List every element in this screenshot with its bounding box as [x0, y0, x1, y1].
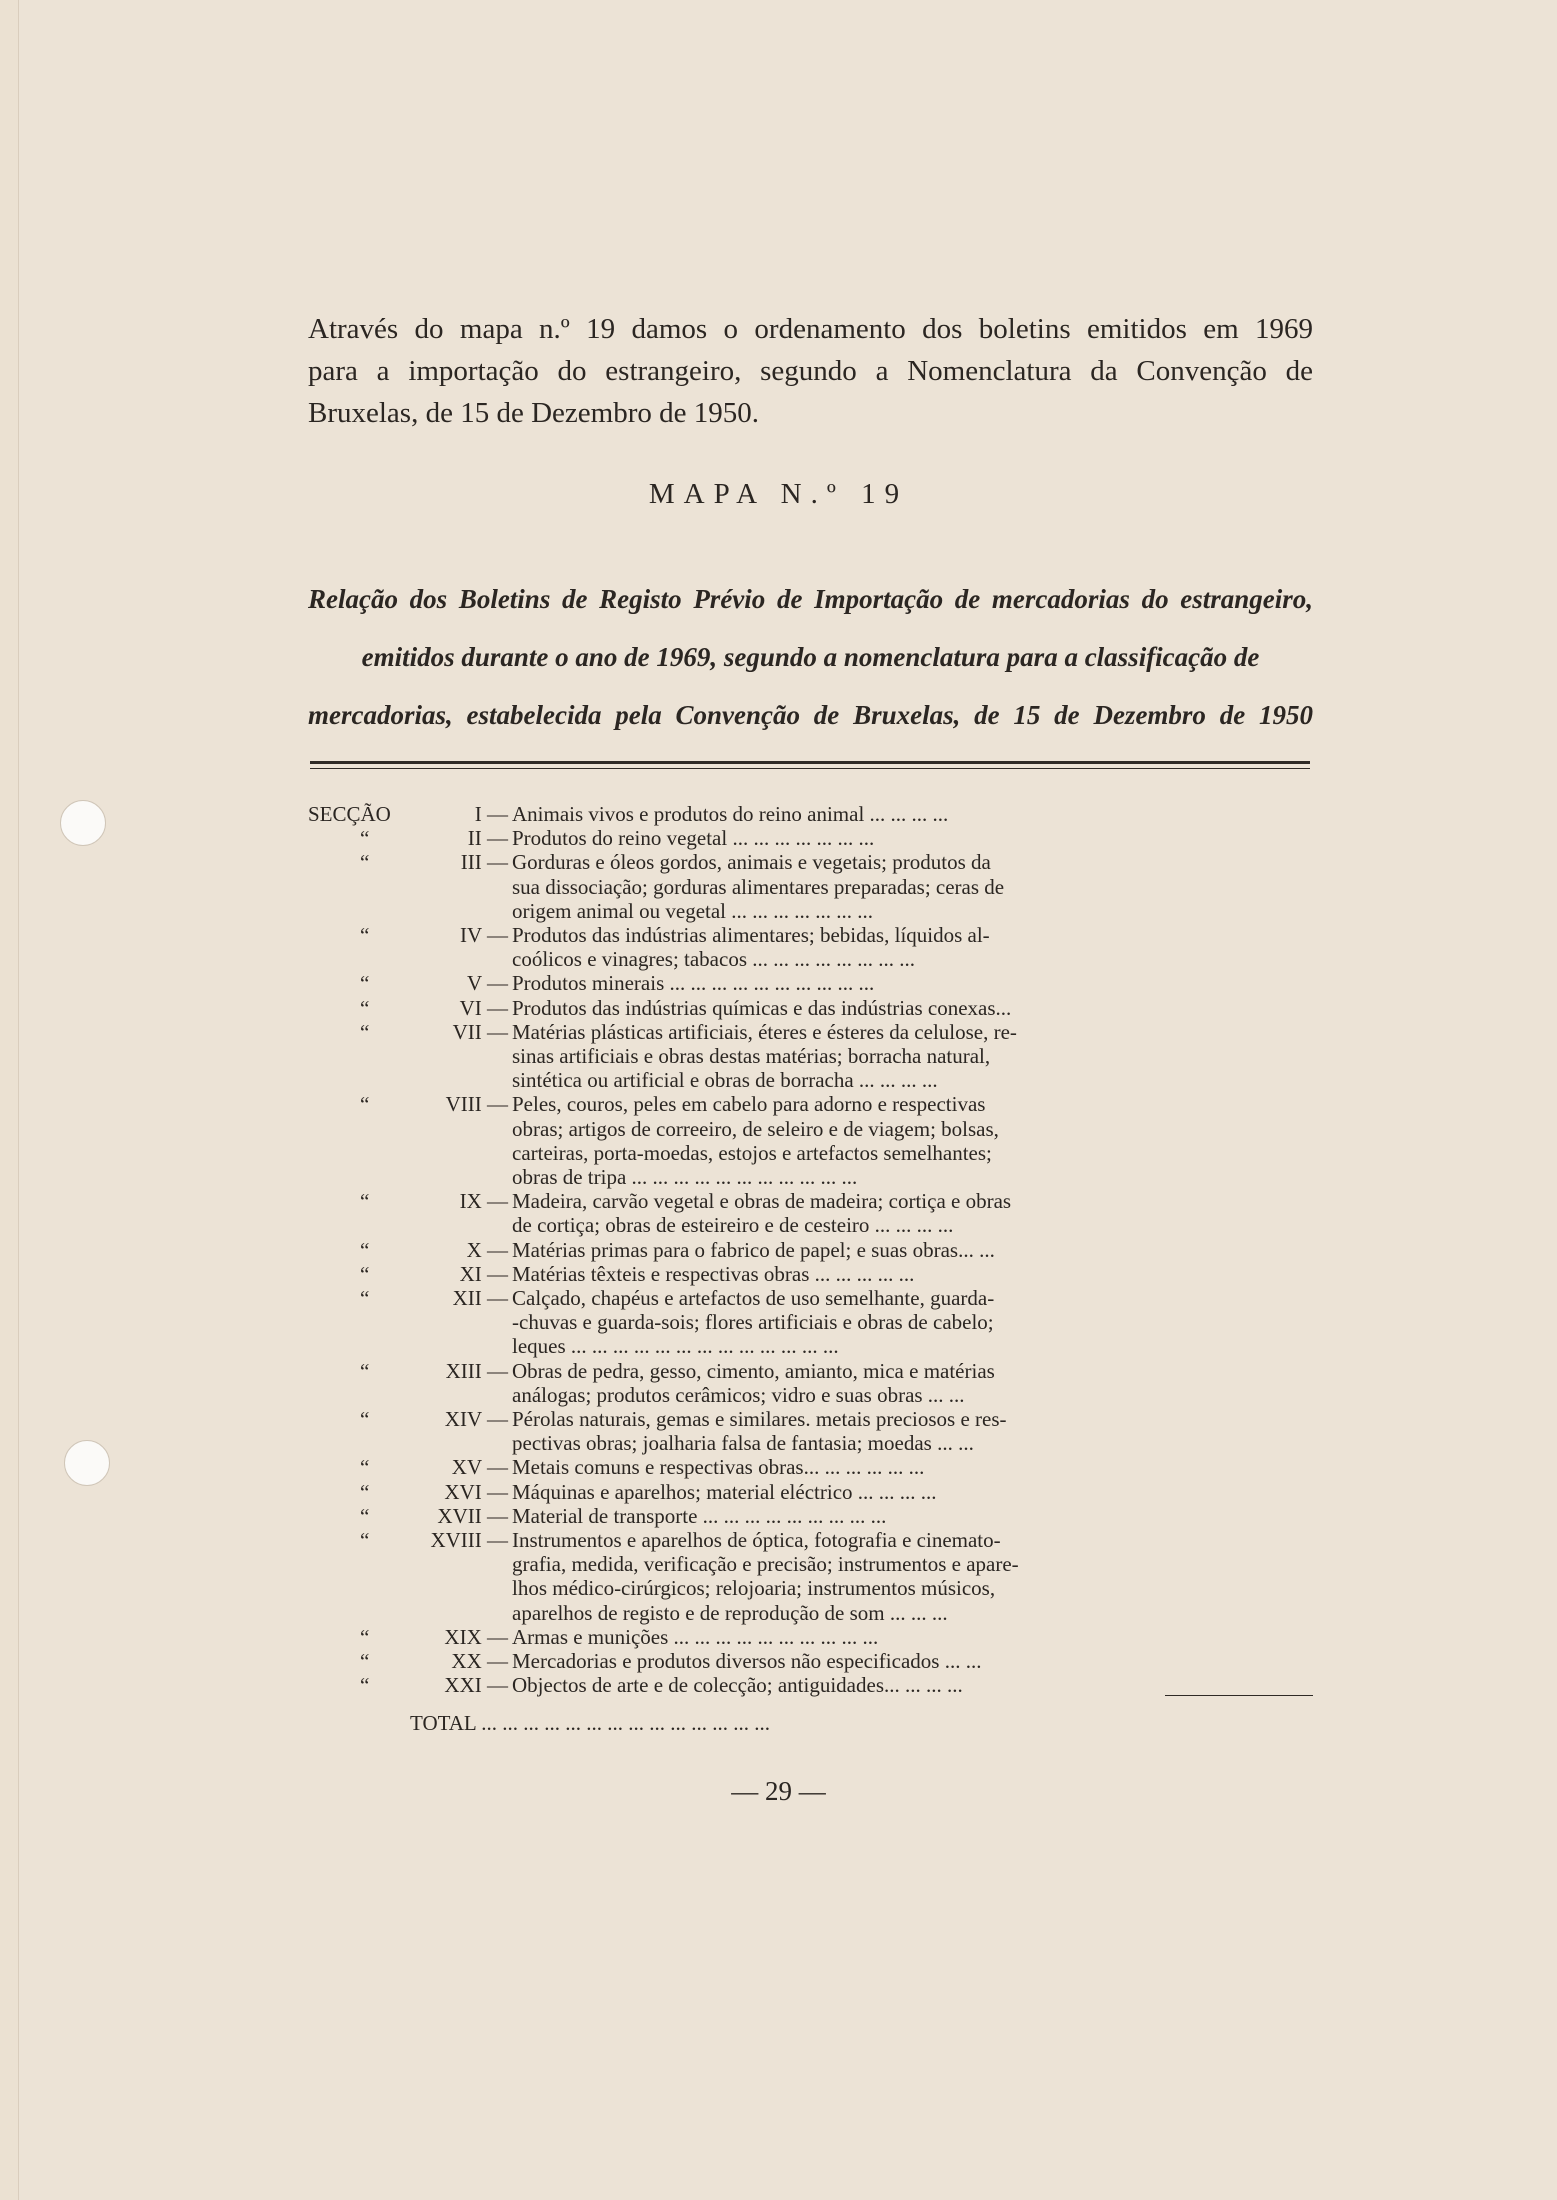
- section-description-line: Animais vivos e produtos do reino animal ... ... ... ...: [512, 802, 949, 826]
- ditto-mark: “: [360, 923, 370, 947]
- subtitle-line: emitidos durante o ano de 1969, segundo a nomenclatura para a classificação de: [361, 642, 1260, 672]
- section-number: XV —: [451, 1455, 508, 1480]
- ditto-mark: “: [360, 995, 370, 1020]
- section-number: XX —: [451, 1649, 508, 1673]
- section-description-line: sinas artificiais e obras destas matérias; borracha natural,: [512, 1044, 991, 1068]
- section-description-line: Produtos das indústrias químicas e das indústrias conexas...: [512, 995, 1012, 1020]
- page-number: — 29 —: [731, 1776, 826, 1806]
- ditto-mark: “: [360, 1407, 370, 1431]
- section-description-line: análogas; produtos cerâmicos; vidro e suas obras ... ...: [512, 1382, 965, 1407]
- section-description-line: Metais comuns e respectivas obras... ... ... ... ... ...: [512, 1455, 925, 1480]
- section-description-line: Material de transporte ... ... ... ... ... ... ... ... ...: [512, 1503, 887, 1528]
- section-description-line: Obras de pedra, gesso, cimento, amianto, mica e matérias: [512, 1358, 995, 1383]
- ditto-mark: “: [360, 1019, 370, 1044]
- section-description-line: pectivas obras; joalharia falsa de fantasia; moedas ... ...: [512, 1431, 974, 1456]
- ditto-mark: “: [360, 1479, 370, 1504]
- section-description-line: origem animal ou vegetal ... ... ... ... ... ... ...: [512, 898, 874, 923]
- section-description-line: sintética ou artificial e obras de borracha ... ... ... ...: [512, 1068, 938, 1093]
- section-description-line: lhos médico-cirúrgicos; relojoaria; instrumentos músicos,: [512, 1576, 996, 1601]
- section-number: I —: [474, 802, 508, 826]
- section-description-line: Pérolas naturais, gemas e similares. metais preciosos e res-: [512, 1407, 1007, 1431]
- section-number: VIII —: [445, 1092, 508, 1117]
- punch-hole: [64, 1440, 110, 1486]
- punch-hole: [60, 800, 106, 846]
- section-description-line: Matérias plásticas artificiais, éteres e ésteres da celulose, re-: [512, 1019, 1017, 1044]
- section-description-line: aparelhos de registo e de reprodução de som ... ... ...: [512, 1600, 948, 1625]
- ditto-mark: “: [360, 1673, 370, 1698]
- section-description-line: coólicos e vinagres; tabacos ... ... ... ... ... ... ... ...: [512, 947, 915, 972]
- intro-line: Através do mapa n.º 19 damos o ordenamento dos boletins emitidos em 1969: [308, 313, 1313, 345]
- section-description-line: Peles, couros, peles em cabelo para adorno e respectivas: [512, 1092, 986, 1117]
- double-rule-top: [310, 761, 1310, 764]
- section-number: XII —: [452, 1286, 508, 1310]
- ditto-mark: “: [360, 1649, 370, 1673]
- section-description-line: Armas e munições ... ... ... ... ... ... ... ... ... ...: [512, 1624, 879, 1649]
- section-description-line: Madeira, carvão vegetal e obras de madeira; cortiça e obras: [512, 1189, 1012, 1214]
- section-number: XIX —: [444, 1624, 508, 1649]
- double-rule-bottom: [310, 768, 1310, 769]
- section-description-line: Objectos de arte e de colecção; antiguidades... ... ... ...: [512, 1673, 963, 1698]
- section-description-line: grafia, medida, verificação e precisão; instrumentos e apare-: [512, 1552, 1019, 1577]
- section-description-line: obras de tripa ... ... ... ... ... ... ... ... ... ... ...: [512, 1165, 858, 1189]
- section-number: II —: [467, 826, 508, 851]
- ditto-mark: “: [360, 1261, 370, 1286]
- section-description-line: -chuvas e guarda-sois; flores artificiais e obras de cabelo;: [512, 1310, 994, 1335]
- intro-paragraph: [308, 308, 1313, 434]
- ditto-mark: “: [360, 1189, 370, 1214]
- section-number: III —: [460, 850, 508, 875]
- section-description-line: Gorduras e óleos gordos, animais e vegetais; produtos da: [512, 850, 991, 875]
- total-label: TOTAL ... ... ... ... ... ... ... ... ... ... ... ... ... ...: [410, 1711, 770, 1736]
- section-number: VI —: [459, 995, 508, 1020]
- section-number: XXI —: [444, 1673, 508, 1698]
- ditto-mark: “: [360, 826, 370, 851]
- section-number: XVII —: [437, 1503, 508, 1528]
- intro-line: Bruxelas, de 15 de Dezembro de 1950.: [308, 397, 759, 429]
- section-description-line: Mercadorias e produtos diversos não especificados ... ...: [512, 1649, 982, 1673]
- subtitle-line: Relação dos Boletins de Registo Prévio de Importação de mercadorias do estrangeiro,: [308, 584, 1313, 614]
- ditto-mark: “: [360, 1455, 370, 1480]
- total-rule: [1165, 1695, 1313, 1696]
- section-description-line: leques ... ... ... ... ... ... ... ... ... ... ... ... ...: [512, 1334, 839, 1359]
- ditto-mark: “: [360, 850, 370, 875]
- section-label: SECÇÃO: [308, 802, 391, 826]
- section-number: XIV —: [444, 1407, 508, 1431]
- section-description-line: sua dissociação; gorduras alimentares preparadas; ceras de: [512, 874, 1005, 899]
- ditto-mark: “: [360, 1624, 370, 1649]
- intro-line: para a importação do estrangeiro, segundo a Nomenclatura da Convenção de: [308, 355, 1313, 387]
- section-description-line: Matérias primas para o fabrico de papel; e suas obras... ...: [512, 1237, 995, 1262]
- section-number: XI —: [459, 1261, 508, 1286]
- ditto-mark: “: [360, 971, 370, 996]
- section-description-line: carteiras, porta-moedas, estojos e artefactos semelhantes;: [512, 1140, 992, 1165]
- section-description-line: Instrumentos e aparelhos de óptica, fotografia e cinemato-: [512, 1528, 1001, 1552]
- section-description-line: obras; artigos de correeiro, de seleiro e de viagem; bolsas,: [512, 1116, 999, 1141]
- map-title: MAPA N.º 19: [648, 478, 909, 510]
- section-number: V —: [466, 971, 508, 996]
- ditto-mark: “: [360, 1358, 370, 1383]
- section-number: XVI —: [444, 1479, 508, 1504]
- section-number: X —: [466, 1237, 508, 1262]
- section-description-line: de cortiça; obras de esteireiro e de cesteiro ... ... ... ...: [512, 1213, 954, 1238]
- section-number: IX —: [459, 1189, 508, 1214]
- section-description-line: Calçado, chapéus e artefactos de uso semelhante, guarda-: [512, 1286, 995, 1310]
- section-description-line: Produtos do reino vegetal ... ... ... ... ... ... ...: [512, 826, 875, 851]
- ditto-mark: “: [360, 1092, 370, 1117]
- section-description-line: Produtos minerais ... ... ... ... ... ... ... ... ... ...: [512, 971, 875, 996]
- section-description-line: Produtos das indústrias alimentares; bebidas, líquidos al-: [512, 923, 990, 947]
- ditto-mark: “: [360, 1286, 370, 1310]
- section-number: XIII —: [445, 1358, 508, 1383]
- section-number: IV —: [459, 923, 508, 947]
- ditto-mark: “: [360, 1503, 370, 1528]
- subtitle-line: mercadorias, estabelecida pela Convenção de Bruxelas, de 15 de Dezembro de 1950: [308, 700, 1313, 730]
- section-description-line: Matérias têxteis e respectivas obras ... ... ... ... ...: [512, 1261, 915, 1286]
- ditto-mark: “: [360, 1528, 370, 1552]
- section-number: XVIII —: [430, 1528, 508, 1552]
- section-number: VII —: [452, 1019, 508, 1044]
- section-description-line: Máquinas e aparelhos; material eléctrico ... ... ... ...: [512, 1479, 937, 1504]
- ditto-mark: “: [360, 1237, 370, 1262]
- table-subtitle: [308, 570, 1313, 744]
